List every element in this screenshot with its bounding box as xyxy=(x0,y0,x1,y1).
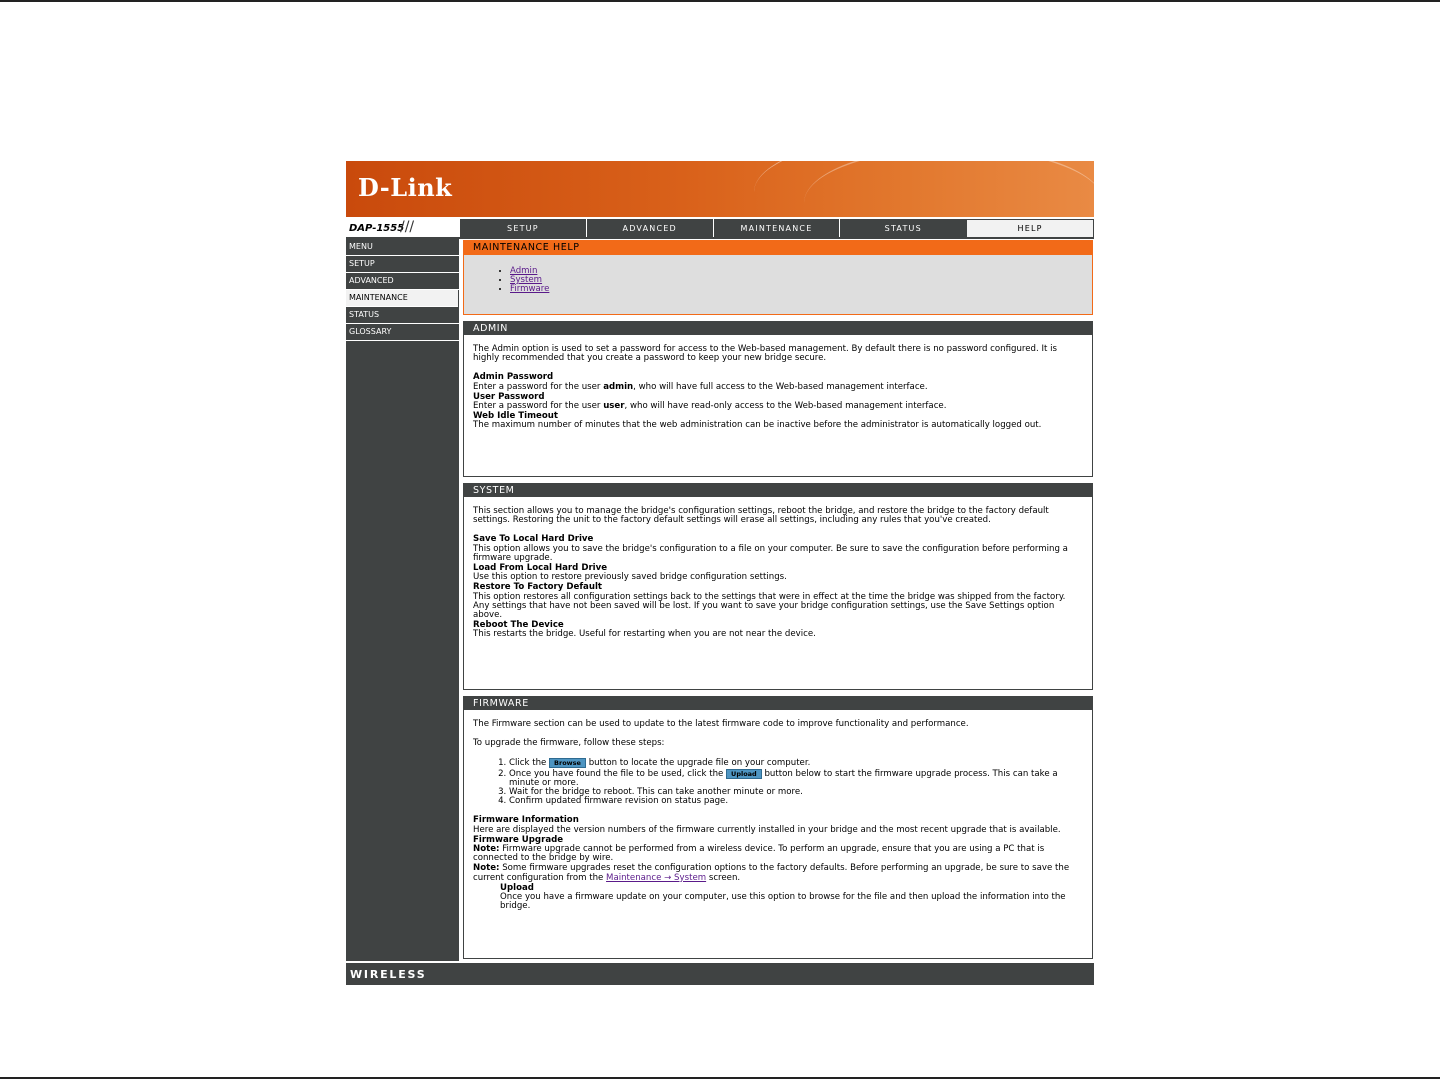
system-intro: This section allows you to manage the bridge's configuration settings, reboot the bridge, and restore the bridge to the factory default settings. Restoring the unit to the factory default settings will erase all settings, including any rules that you've created. xyxy=(473,506,1049,526)
reboot-desc: This restarts the bridge. Useful for restarting when you are not near the device. xyxy=(473,629,816,640)
list-item: 3. Wait for the bridge to reboot. This can take another minute or more. xyxy=(509,788,1083,797)
footer-wireless: WIRELESS xyxy=(346,961,1094,985)
admin-body xyxy=(464,335,1092,440)
reboot-title: Reboot The Device xyxy=(473,620,564,631)
admin-password-desc xyxy=(473,383,1083,392)
tab-status[interactable]: STATUS xyxy=(839,219,966,238)
model-label xyxy=(346,219,458,238)
upload-desc: Once you have a firmware update on your computer, use this option to browse for the file and then upload the information into the bridge. xyxy=(500,892,1066,912)
note-label: Note: xyxy=(473,863,500,874)
help-title: MAINTENANCE HELP xyxy=(464,241,1092,255)
list-item: 4. Confirm updated firmware revision on status page. xyxy=(509,797,1083,806)
note-label: Note: xyxy=(473,844,500,855)
step1-post: button to locate the upgrade file on your computer. xyxy=(585,758,811,769)
list-item xyxy=(510,276,1092,285)
list-item xyxy=(510,285,1092,294)
note1-text: Firmware upgrade cannot be performed from a wireless device. To perform an upgrade, ensure that you are using a PC that is connected to the bridge by wire. xyxy=(473,844,1045,864)
restore-default-desc: This option restores all configuration settings back to the settings that were in effect at the time the bridge was shipped from the factory. Any settings that have not been saved will be lost. If you want to save your bridge configuration settings, use the Save Settings option above. xyxy=(473,591,1066,621)
banner-swoosh-inner xyxy=(804,161,1094,217)
admin-intro: The Admin option is used to set a password for access to the Web-based management. By default there is no password configured. It is highly recommended that you create a password to keep your new bridge secure. xyxy=(473,344,1057,364)
note2-post: screen. xyxy=(706,872,741,883)
help-link-list xyxy=(464,267,1092,295)
idle-timeout-desc: The maximum number of minutes that the web administration can be inactive before the administrator is automatically logged out. xyxy=(473,420,1042,431)
admin-password-desc-post: , who will have full access to the Web-based management interface. xyxy=(633,381,928,392)
admin-section xyxy=(463,321,1093,477)
tab-maintenance[interactable]: MAINTENANCE xyxy=(713,219,840,238)
firmware-section xyxy=(463,696,1093,959)
admin-password-desc-pre: Enter a password for the user xyxy=(473,381,604,392)
save-local-title: Save To Local Hard Drive xyxy=(473,534,594,545)
load-local-title: Load From Local Hard Drive xyxy=(473,563,608,574)
admin-title: ADMIN xyxy=(464,322,1092,335)
model-name: DAP-1555 xyxy=(349,223,405,234)
tab-help[interactable]: HELP xyxy=(966,219,1094,238)
sidebar-item-maintenance[interactable]: MAINTENANCE xyxy=(346,290,458,307)
list-item xyxy=(510,267,1092,276)
upload-button-image: Upload xyxy=(726,769,762,779)
restore-default-title: Restore To Factory Default xyxy=(473,582,603,593)
system-title: SYSTEM xyxy=(464,484,1092,497)
maintenance-system-link[interactable]: Maintenance → System xyxy=(606,872,707,883)
user-password-user: user xyxy=(603,401,625,412)
firmware-info-title: Firmware Information xyxy=(473,815,579,826)
admin-password-user: admin xyxy=(603,381,634,392)
firmware-steps-intro: To upgrade the firmware, follow these steps: xyxy=(473,738,665,749)
firmware-intro: The Firmware section can be used to update to the latest firmware code to improve functionality and performance. xyxy=(473,719,969,729)
admin-password-title: Admin Password xyxy=(473,372,554,383)
firmware-body xyxy=(464,710,1092,920)
help-link-system[interactable]: System xyxy=(510,275,543,286)
browse-button-image: Browse xyxy=(549,758,586,768)
tab-setup[interactable]: SETUP xyxy=(459,219,586,238)
firmware-upgrade-title: Firmware Upgrade xyxy=(473,834,564,845)
sidebar-item-advanced[interactable]: ADVANCED xyxy=(346,273,459,290)
user-password-title: User Password xyxy=(473,391,545,402)
system-section xyxy=(463,483,1093,690)
step2-pre: Once you have found the file to be used, click the xyxy=(509,768,727,779)
nav-row xyxy=(346,219,1094,238)
firmware-note-2 xyxy=(473,864,1083,882)
note2-pre: Some firmware upgrades reset the configuration options to the factory defaults. Before performing an upgrade, be sure to save the current configuration from the xyxy=(473,863,1070,883)
help-link-firmware[interactable]: Firmware xyxy=(510,284,550,295)
sidebar-item-menu[interactable]: MENU xyxy=(346,239,459,256)
firmware-info-desc: Here are displayed the version numbers of the firmware currently installed in your bridge and the most recent upgrade that is available. xyxy=(473,824,1061,835)
user-password-desc-pre: Enter a password for the user xyxy=(473,401,604,412)
list-item xyxy=(509,769,1083,788)
step1-pre: Click the xyxy=(509,758,550,769)
dlink-logo: D-Link xyxy=(358,173,453,202)
idle-timeout-title: Web Idle Timeout xyxy=(473,411,558,422)
tab-advanced[interactable]: ADVANCED xyxy=(586,219,713,238)
sidebar-item-glossary[interactable]: GLOSSARY xyxy=(346,324,459,341)
header-banner xyxy=(346,161,1094,217)
list-item xyxy=(509,758,1083,768)
sidebar-item-setup[interactable]: SETUP xyxy=(346,256,459,273)
load-local-desc: Use this option to restore previously saved bridge configuration settings. xyxy=(473,572,787,583)
system-body xyxy=(464,497,1092,649)
firmware-note-1 xyxy=(473,845,1083,863)
firmware-steps xyxy=(473,758,1083,806)
help-link-admin[interactable]: Admin xyxy=(510,266,538,276)
sidebar xyxy=(346,239,459,961)
model-slashes-icon: /// xyxy=(400,219,415,235)
step2-post: button below to start the firmware upgrade process. This can take a minute or more. xyxy=(509,768,1058,788)
bottom-rule xyxy=(0,1077,1440,1079)
user-password-desc-post: , who will have read-only access to the Web-based management interface. xyxy=(624,401,947,412)
top-tabs xyxy=(459,219,1094,238)
upload-title: Upload xyxy=(500,882,534,893)
router-help-page xyxy=(346,161,1094,985)
sidebar-item-status[interactable]: STATUS xyxy=(346,307,459,324)
user-password-desc xyxy=(473,402,1083,411)
top-rule xyxy=(0,0,1440,2)
save-local-desc: This option allows you to save the bridge's configuration to a file on your computer. Be sure to save the configuration before performing a firmware upgrade. xyxy=(473,543,1068,563)
maintenance-help-box xyxy=(463,240,1093,315)
firmware-title: FIRMWARE xyxy=(464,697,1092,710)
